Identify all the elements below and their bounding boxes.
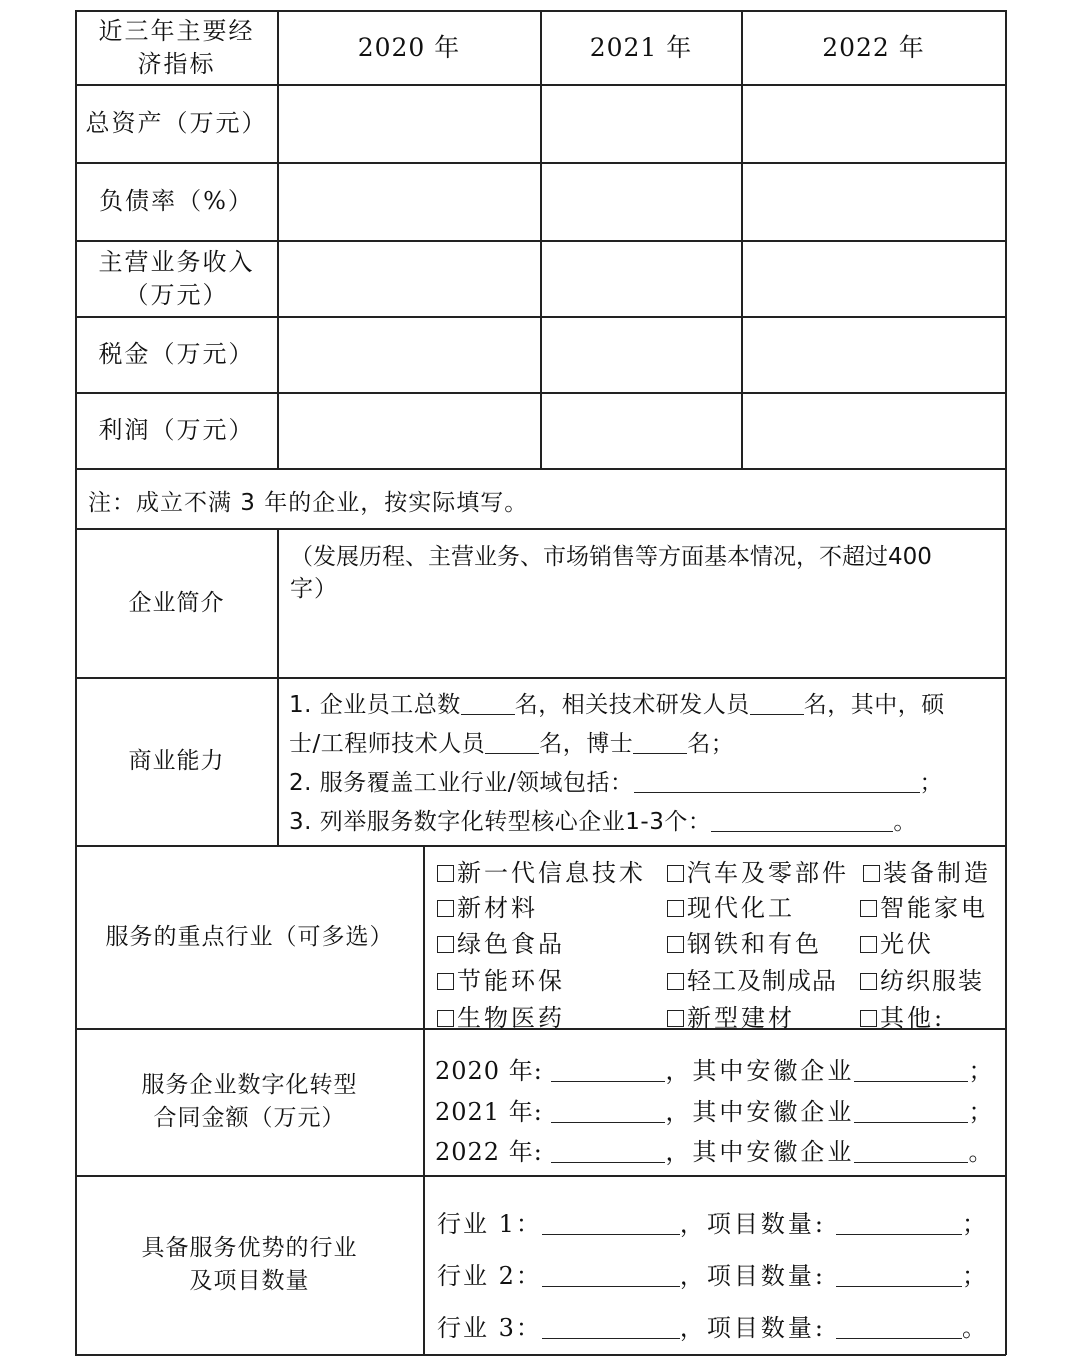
advantage-row [437,1204,988,1239]
input-cell[interactable] [278,85,540,162]
industry-option[interactable]: 节能环保 [437,961,565,996]
industry-option[interactable]: 轻工及制成品 [667,961,837,996]
industry-option[interactable]: 装备制造 [863,853,991,888]
engineer-count-blank[interactable] [485,729,539,754]
col-divider [423,845,425,1355]
year-2021-header: 2021 年 [589,33,693,62]
advantage-end: ； [962,1262,988,1290]
checkbox-icon[interactable] [860,900,877,917]
project-count-blank[interactable] [836,1314,962,1339]
business-label: 商业能力 [128,748,225,774]
checkbox-icon[interactable] [860,1010,877,1027]
contract-row [435,1132,993,1167]
checkbox-icon[interactable] [437,900,454,917]
checkbox-icon[interactable] [437,936,454,953]
industry-name-blank[interactable] [542,1210,680,1235]
business-l2-a: 士/工程师技术人员 [289,731,486,757]
industry-option[interactable]: 智能家电 [860,888,988,923]
contract-amount-blank[interactable] [551,1138,665,1163]
checkbox-icon[interactable] [860,936,877,953]
advantage-industry: 行业 1： [437,1210,542,1238]
industry-option[interactable]: 钢铁和有色 [667,924,822,959]
contract-year: 2020 年: [435,1057,543,1085]
advantage-end: 。 [962,1314,988,1342]
indicator-main-revenue [76,241,277,316]
indicator-main-revenue-line1: 主营业务收入 [98,247,255,276]
advantage-row [437,1256,988,1291]
business-line-1 [289,686,945,719]
industry-option[interactable]: 生物医药 [437,998,565,1033]
advantages-label-line2: 及项目数量 [189,1268,310,1294]
indicator-taxes: 税金（万元） [98,340,255,368]
indicator-debt-ratio: 负债率（%） [99,187,254,215]
checkbox-icon[interactable] [863,865,880,882]
checkbox-icon[interactable] [437,865,454,882]
year-2022-header: 2022 年 [822,33,925,62]
business-line-4 [289,803,917,836]
contracts-label [76,1029,423,1175]
business-line-2 [289,725,734,758]
contract-row [435,1051,993,1086]
contract-anhui-label: ，其中安徽企业 [665,1098,855,1126]
indicator-total-assets: 总资产（万元） [85,109,268,137]
advantages-label [76,1176,423,1354]
anhui-amount-blank[interactable] [854,1138,968,1163]
industry-option[interactable]: 汽车及零部件 [667,853,849,888]
advantage-qty-label: ，项目数量: [679,1262,826,1290]
industries-label: 服务的重点行业（可多选） [105,923,394,950]
checkbox-icon[interactable] [667,1010,684,1027]
industry-name-blank[interactable] [542,1314,680,1339]
intro-hint-line2[interactable]: 字） [290,576,338,602]
business-l1-a: 1. 企业员工总数 [289,692,461,718]
business-l3-a: 2. 服务覆盖工业行业/领域包括： [289,770,634,796]
note-text: 注：成立不满 3 年的企业，按实际填写。 [88,490,529,516]
industry-option[interactable]: 光伏 [860,924,934,959]
advantage-row [437,1308,988,1343]
contract-anhui-label: ，其中安徽企业 [665,1057,855,1085]
contract-row [435,1092,993,1127]
advantage-industry: 行业 2： [437,1262,542,1290]
table-border-right [1005,10,1007,1355]
industry-option[interactable]: 新材料 [437,888,538,923]
project-count-blank[interactable] [836,1210,962,1235]
year-2020-header: 2020 年 [357,33,461,62]
contract-amount-blank[interactable] [551,1057,665,1082]
industry-option[interactable]: 新型建材 [667,998,795,1033]
anhui-amount-blank[interactable] [854,1098,968,1123]
employee-count-blank[interactable] [461,690,515,715]
industry-coverage-blank[interactable] [634,768,920,793]
business-l4-a: 3. 列举服务数字化转型核心企业1-3个： [289,809,712,835]
core-enterprises-blank[interactable] [711,807,893,832]
industry-option[interactable]: 新一代信息技术 [437,853,646,888]
header-label-cell [76,11,277,84]
business-l1-b: 名，相关技术研发人员 [514,692,750,718]
phd-count-blank[interactable] [633,729,687,754]
project-count-blank[interactable] [836,1262,962,1287]
advantage-end: ； [962,1210,988,1238]
contract-year: 2021 年: [435,1098,543,1126]
business-l2-b: 名，博士 [539,731,634,757]
checkbox-icon[interactable] [667,900,684,917]
business-l2-c: 名； [687,731,735,757]
header-label-line2: 济指标 [137,49,216,78]
table-border-bottom [75,1354,1006,1356]
industry-option[interactable]: 绿色食品 [437,924,565,959]
col-divider [277,528,279,846]
indicator-main-revenue-line2: （万元） [124,280,229,309]
business-l3-b: ； [919,770,944,796]
checkbox-icon[interactable] [437,1010,454,1027]
checkbox-icon[interactable] [437,973,454,990]
contract-anhui-label: ，其中安徽企业 [665,1138,855,1166]
anhui-amount-blank[interactable] [854,1057,968,1082]
contract-amount-blank[interactable] [551,1098,665,1123]
rd-staff-blank[interactable] [750,690,804,715]
contract-end: 。 [968,1138,994,1166]
advantage-qty-label: ，项目数量: [679,1314,826,1342]
contracts-label-line2: 合同金额（万元） [153,1105,346,1131]
checkbox-icon[interactable] [667,973,684,990]
advantage-industry: 行业 3： [437,1314,542,1342]
business-l4-b: 。 [893,809,917,835]
indicator-profit: 利润（万元） [98,416,255,444]
advantages-label-line1: 具备服务优势的行业 [141,1235,358,1261]
industry-option[interactable]: 纺织服装 [860,961,984,996]
industry-option[interactable]: 现代化工 [667,888,795,923]
advantage-qty-label: ，项目数量: [679,1210,826,1238]
contract-year: 2022 年: [435,1138,543,1166]
contract-end: ； [968,1057,994,1085]
industry-option-other[interactable]: 其他: [860,998,989,1033]
checkbox-icon[interactable] [860,973,877,990]
contract-end: ； [968,1098,994,1126]
contracts-label-line1: 服务企业数字化转型 [141,1072,358,1098]
checkbox-icon[interactable] [667,865,684,882]
input-cell[interactable] [742,85,1005,162]
other-industry-blank[interactable] [953,1004,989,1029]
business-line-3 [289,764,943,797]
intro-label: 企业简介 [128,589,225,616]
input-cell[interactable] [541,85,741,162]
intro-hint-line1: （发展历程、主营业务、市场销售等方面基本情况，不超过400 [290,544,932,570]
business-l1-c: 名，其中，硕 [803,692,945,718]
checkbox-icon[interactable] [667,936,684,953]
industry-name-blank[interactable] [542,1262,680,1287]
header-label-line1: 近三年主要经 [98,16,255,45]
